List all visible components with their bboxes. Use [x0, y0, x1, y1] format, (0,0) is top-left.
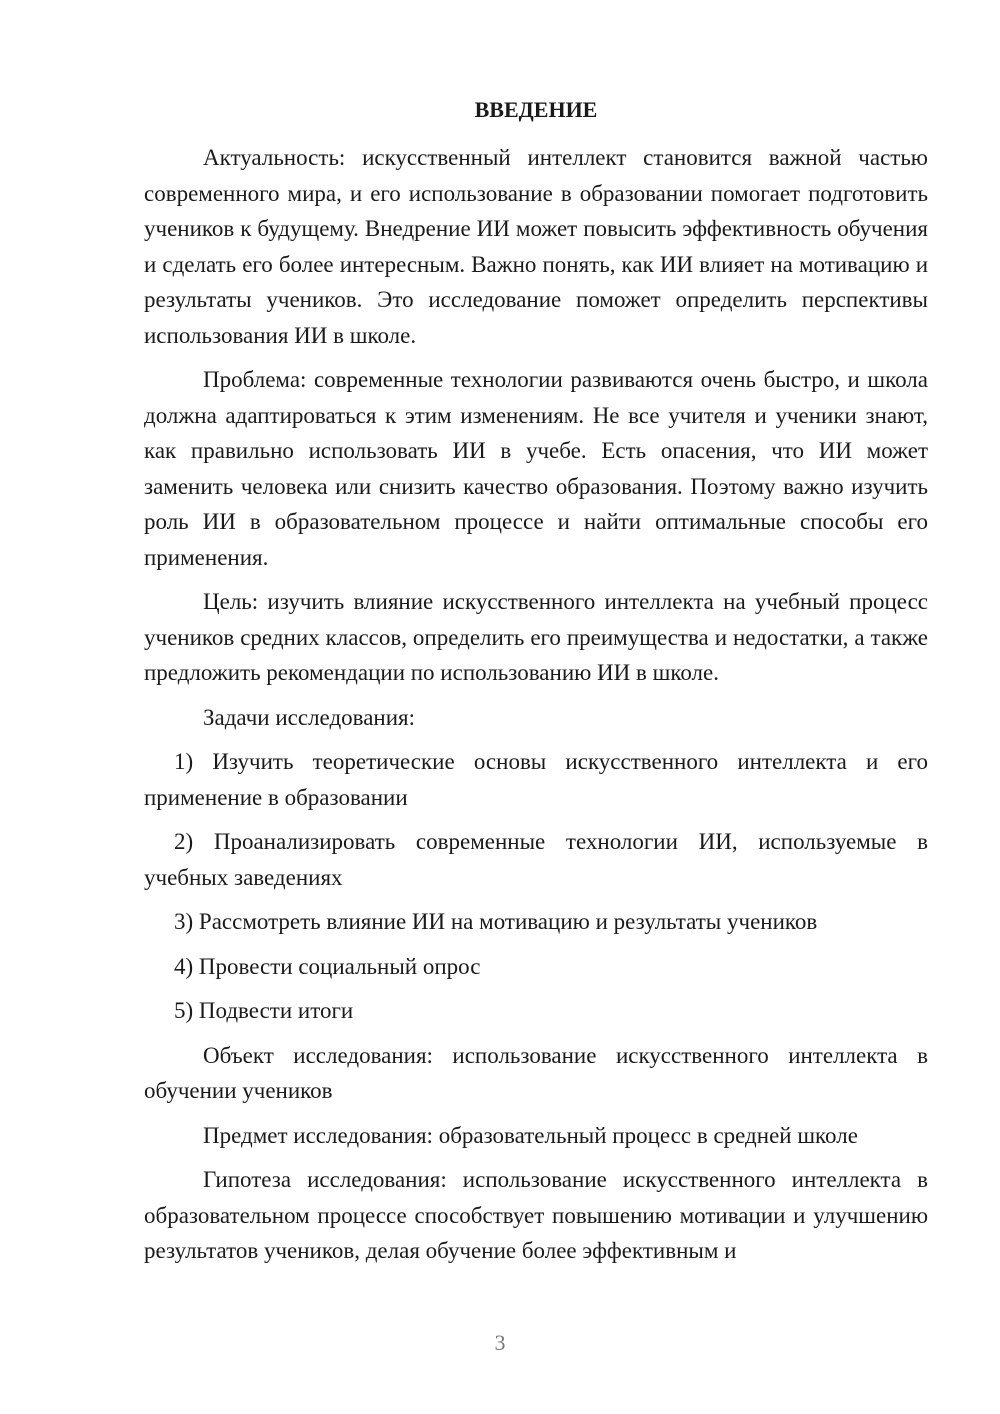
task-item: 4) Провести социальный опрос	[174, 953, 481, 979]
task-item: 3) Рассмотреть влияние ИИ на мотивацию и результаты учеников	[174, 909, 818, 934]
task-item: 5) Подвести итоги	[174, 998, 354, 1023]
task-item: 1) Изучить теоретические основы искусственного интеллекта и его применение в образовании	[144, 749, 928, 810]
page-number: 3	[494, 1330, 506, 1355]
object-paragraph: Объект исследования: использование искусственного интеллекта в обучении учеников	[144, 1042, 928, 1103]
document-page	[144, 92, 928, 1278]
task-item: 2) Проанализировать современные технологии ИИ, используемые в учебных заведениях	[144, 829, 928, 890]
goal-paragraph: Цель: изучить влияние искусственного интеллекта на учебный процесс учеников средних классов, определить его преимущества и недостатки, а также предложить рекомендации по использованию ИИ в школе.	[144, 589, 928, 685]
relevance-paragraph: Актуальность: искусственный интеллект становится важной частью современного мира, и его использование в образовании помогает подготовить учеников к будущему. Внедрение ИИ может повысить эффективность обучения и сделать его более интересным. Важно понять, как ИИ влияет на мотивацию и результаты учеников. Это исследование поможет определить перспективы использования ИИ в школе.	[144, 145, 928, 348]
subject-paragraph: Предмет исследования: образовательный процесс в средней школе	[203, 1122, 858, 1148]
problem-paragraph: Проблема: современные технологии развиваются очень быстро, и школа должна адаптироваться к этим изменениям. Не все учителя и ученики знают, как правильно использовать ИИ в учебе. Есть опасения, что ИИ может заменить человека или снизить качество образования. Поэтому важно изучить роль ИИ в образовательном процессе и найти оптимальные способы его применения.	[144, 367, 928, 570]
section-heading: ВВЕДЕНИЕ	[474, 97, 598, 122]
hypothesis-paragraph: Гипотеза исследования: использование искусственного интеллекта в образовательном процессе способствует повышению мотивации и улучшению результатов учеников, делая обучение более эффективным и	[144, 1167, 928, 1263]
tasks-title: Задачи исследования:	[203, 704, 416, 730]
